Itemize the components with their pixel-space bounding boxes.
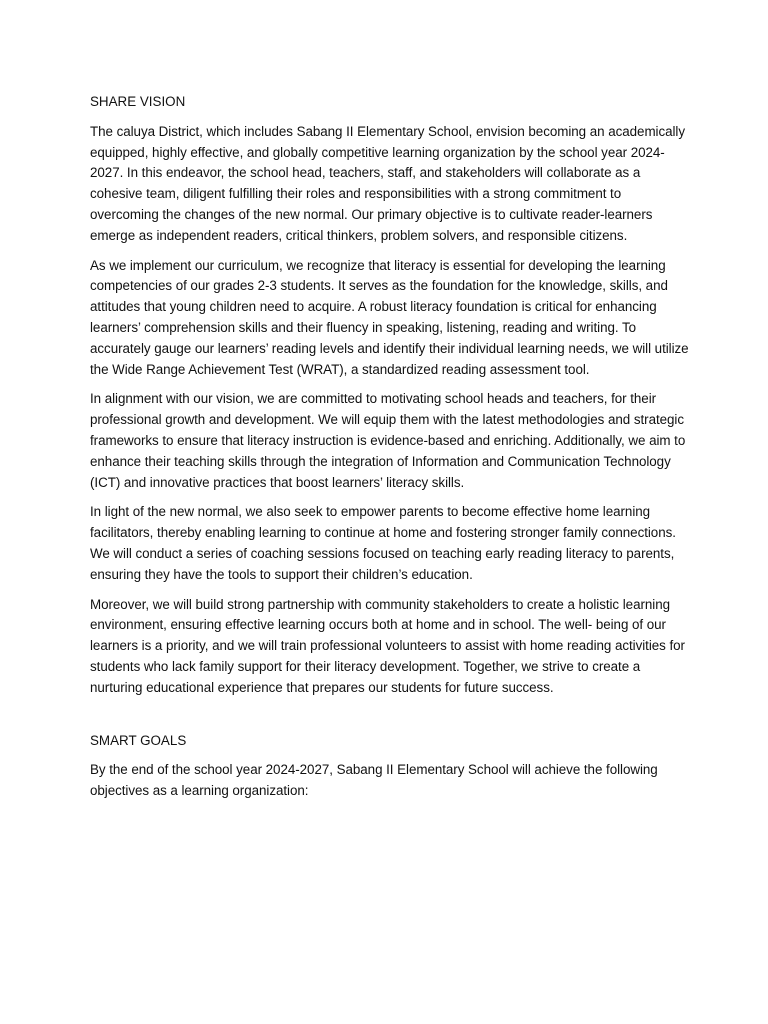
document-page	[90, 92, 690, 811]
vision-paragraph-2: As we implement our curriculum, we recognize that literacy is essential for developing the learning competencies of our grades 2-3 students. It serves as the foundation for the knowledge, skills, and attitudes that young children need to acquire. A robust literacy foundation is critical for enhancing learners’ comprehension skills and their fluency in speaking, listening, reading and writing. To accurately gauge our learners’ reading levels and identify their individual learning needs, we will utilize the Wide Range Achievement Test (WRAT), a standardized reading assessment tool.	[90, 257, 689, 377]
vision-paragraph-5: Moreover, we will build strong partnership with community stakeholders to create a holistic learning environment, ensuring effective learning occurs both at home and in school. The well- being of our learners is a priority, and we will train professional volunteers to assist with home reading activities for students who lack family support for their literacy development. Together, we strive to create a nurturing educational experience that prepares our students for future success.	[90, 596, 685, 695]
goals-intro: By the end of the school year 2024-2027, Sabang II Elementary School will achieve the following objectives as a learning organization:	[90, 762, 658, 799]
goals-heading: SMART GOALS	[90, 732, 187, 748]
vision-heading: SHARE VISION	[90, 94, 186, 109]
vision-paragraph-4: In light of the new normal, we also seek to empower parents to become effective home learning facilitators, thereby enabling learning to continue at home and fostering stronger family connections. We will conduct a series of coaching sessions focused on teaching early reading literacy to parents, ensuring they have the tools to support their children’s education.	[90, 504, 676, 582]
vision-paragraph-3: In alignment with our vision, we are committed to motivating school heads and teachers, for their professional growth and development. We will equip them with the latest methodologies and strategic frameworks to ensure that literacy instruction is evidence-based and enriching. Additionally, we aim to enhance their teaching skills through the integration of Information and Communication Technology (ICT) and innovative practices that boost learners’ literacy skills.	[90, 391, 686, 490]
vision-paragraph-1: The caluya District, which includes Sabang II Elementary School, envision becoming an academically equipped, highly effective, and globally competitive learning organization by the school year 2024-2027. In this endeavor, the school head, teachers, staff, and stakeholders will collaborate as a cohesive team, diligent fulfilling their roles and responsibilities with a strong commitment to overcoming the changes of the new normal. Our primary objective is to cultivate reader-learners emerge as independent readers, critical thinkers, problem solvers, and responsible citizens.	[90, 123, 686, 243]
